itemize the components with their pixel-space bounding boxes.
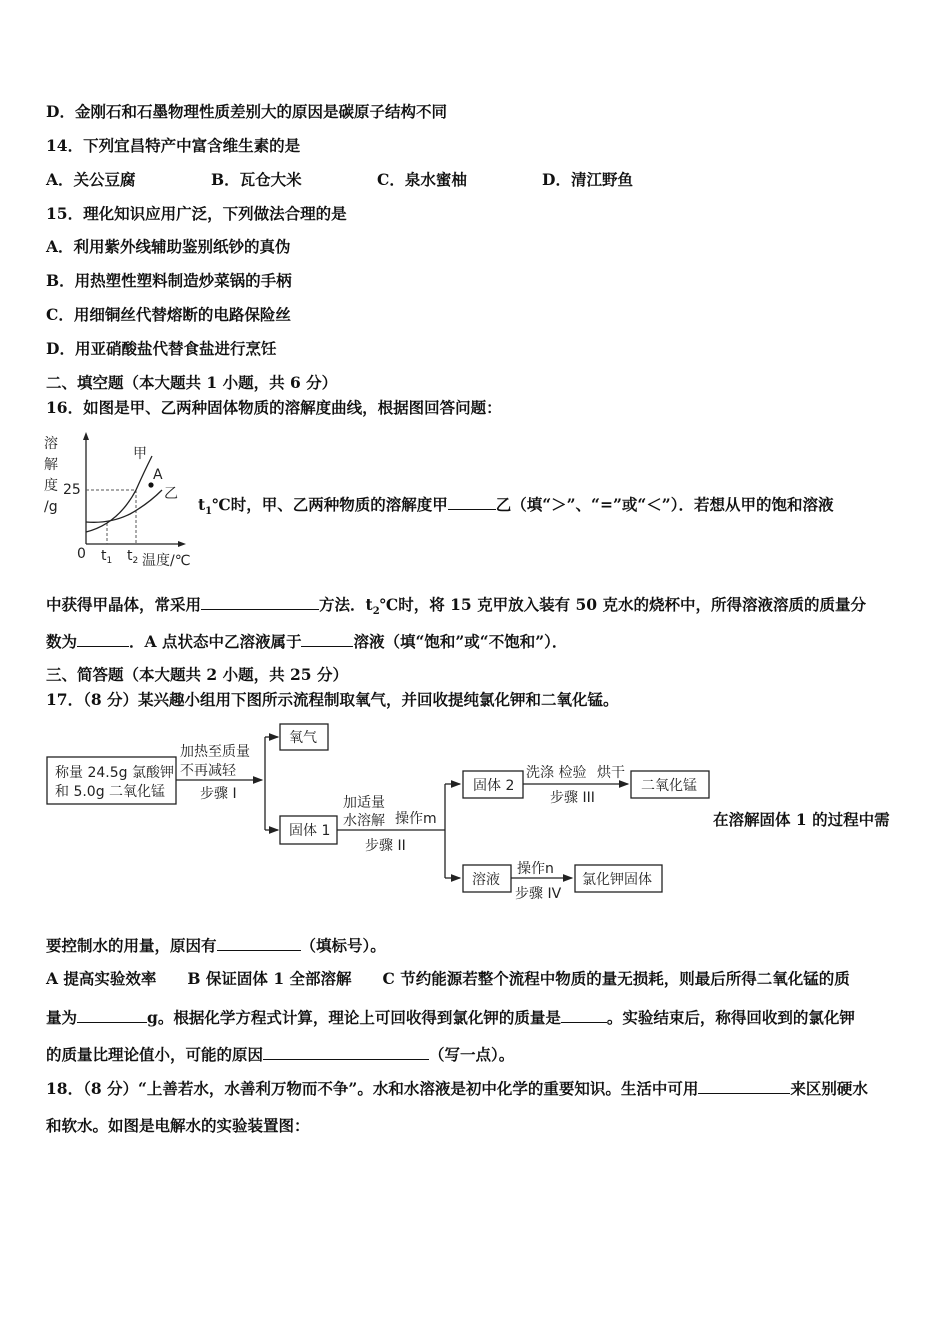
q14-option-c: C．泉水蜜柚 xyxy=(377,170,467,189)
q17-blank-2[interactable] xyxy=(77,1007,147,1023)
q14-option-a: A．关公豆腐 xyxy=(46,170,136,189)
step1-top-1: 加热至质量 xyxy=(180,744,250,760)
graph-y-tick-25: 25 xyxy=(63,482,81,498)
q13-option-d: D．金刚石和石墨物理性质差别大的原因是碳原子结构不同 xyxy=(46,102,447,121)
q17-blank-1[interactable] xyxy=(217,935,301,951)
box-oxygen-label: 氧气 xyxy=(289,730,317,746)
graph-y-label-3: 度 xyxy=(44,478,58,494)
graph-x-arrow xyxy=(178,541,186,547)
q15-option-b: B．用热塑性塑料制造炒菜锅的手柄 xyxy=(46,271,292,290)
op-n-label: 操作n xyxy=(517,861,554,877)
q17-side-text: 在溶解固体 1 的过程中需 xyxy=(713,810,890,829)
graph-t2-label: $t_2$ xyxy=(127,548,139,566)
q16-blank-2[interactable] xyxy=(201,594,319,610)
q17-stem: 17．（8 分）某兴趣小组用下图所示流程制取氧气，并回收提纯氯化钾和二氧化锰。 xyxy=(46,690,619,709)
q17-line-2: 要控制水的用量，原因有 （填标号）。 xyxy=(46,936,386,955)
q18-line-2: 和软水。如图是电解水的实验装置图： xyxy=(46,1116,310,1135)
box-start-line-2: 和 5.0g 二氧化锰 xyxy=(55,784,166,800)
curve-yi-label: 乙 xyxy=(164,486,178,502)
point-a-dot xyxy=(148,482,153,487)
q14-stem: 14．下列宜昌特产中富含维生素的是 xyxy=(46,136,301,155)
box-solid-2-label: 固体 2 xyxy=(473,778,515,794)
q15-stem: 15．理化知识应用广泛，下列做法合理的是 xyxy=(46,204,347,223)
step1-top-2: 不再减轻 xyxy=(180,763,236,779)
box-mno2-label: 二氧化锰 xyxy=(641,778,697,794)
q14-option-d: D．清江野鱼 xyxy=(542,170,633,189)
q17-line-4: 量为 g。根据化学方程式计算，理论上可回收得到氯化钾的质量是 。实验结束后，称得回收到的氯化钾 xyxy=(46,1008,855,1027)
box-solution-label: 溶液 xyxy=(472,872,500,888)
graph-y-label-2: 解 xyxy=(44,457,58,473)
graph-origin: 0 xyxy=(77,546,86,562)
q16-blank-4[interactable] xyxy=(301,631,353,647)
step2-label: 步骤 II xyxy=(365,838,406,854)
solubility-graph xyxy=(40,428,200,573)
graph-x-label: 温度/℃ xyxy=(142,553,191,569)
section-3-heading: 三、简答题（本大题共 2 小题，共 25 分） xyxy=(46,665,348,684)
q15-option-d: D．用亚硝酸盐代替食盐进行烹饪 xyxy=(46,339,277,358)
q17-choices: A 提高实验效率 B 保证固体 1 全部溶解 C 节约能源若整个流程中物质的量无损耗，则最后所得二氧化锰的质 xyxy=(46,969,850,988)
graph-y-label-4: /g xyxy=(44,499,58,515)
q14-option-b: B．瓦仓大米 xyxy=(211,170,302,189)
q17-flowchart xyxy=(40,718,720,908)
step2-top-2: 水溶解 xyxy=(343,813,385,829)
graph-y-arrow xyxy=(83,432,89,440)
step1-label: 步骤 I xyxy=(200,786,237,802)
q16-blank-3[interactable] xyxy=(77,631,129,647)
q18-line-1: 18．（8 分）“上善若水，水善利万物而不争”。水和水溶液是初中化学的重要知识。生活中可用 来区别硬水 xyxy=(46,1079,868,1098)
q16-stem: 16．如图是甲、乙两种固体物质的溶解度曲线，根据图回答问题： xyxy=(46,398,502,417)
curve-jia xyxy=(86,456,152,532)
q17-blank-3[interactable] xyxy=(561,1007,607,1023)
box-solid-1-label: 固体 1 xyxy=(289,823,331,839)
point-a-label: A xyxy=(153,467,163,483)
q15-option-c: C．用细铜丝代替熔断的电路保险丝 xyxy=(46,305,291,324)
curve-jia-label: 甲 xyxy=(133,446,147,462)
box-kcl-label: 氯化钾固体 xyxy=(582,872,652,888)
dry-label: 烘干 xyxy=(597,765,625,781)
q15-option-a: A．利用紫外线辅助鉴别纸钞的真伪 xyxy=(46,237,291,256)
box-start-line-1: 称量 24.5g 氯酸钾 xyxy=(55,765,174,781)
step2-top-1: 加适量 xyxy=(343,795,385,811)
q16-blank-1[interactable] xyxy=(448,494,496,510)
curve-yi xyxy=(86,490,162,522)
graph-t1-label: $t_1$ xyxy=(101,548,113,566)
q17-line-5: 的质量比理论值小，可能的原因 （写一点）。 xyxy=(46,1045,515,1064)
q17-blank-4[interactable] xyxy=(263,1044,429,1060)
q16-line-2: 中获得甲晶体，常采用 方法．$t_2℃$时，将 15 克甲放入装有 50 克水的烧杯中，所得溶液溶质的质量分 xyxy=(46,595,866,618)
graph-y-label-1: 溶 xyxy=(44,436,58,452)
step4-label: 步骤 IV xyxy=(515,886,562,902)
section-2-heading: 二、填空题（本大题共 1 小题，共 6 分） xyxy=(46,373,338,392)
q18-blank-1[interactable] xyxy=(698,1078,790,1094)
step3-label: 步骤 III xyxy=(550,790,595,806)
q16-line-1: $t_1℃$时，甲、乙两种物质的溶解度甲 乙（填“＞”、“=”或“＜”）．若想从甲的饱和溶液 xyxy=(198,495,834,518)
op-m-label: 操作m xyxy=(395,811,437,827)
wash-label: 洗涤 检验 xyxy=(526,765,587,781)
q16-line-3: 数为 ．A 点状态中乙溶液属于 溶液（填“饱和”或“不饱和”）． xyxy=(46,632,568,651)
